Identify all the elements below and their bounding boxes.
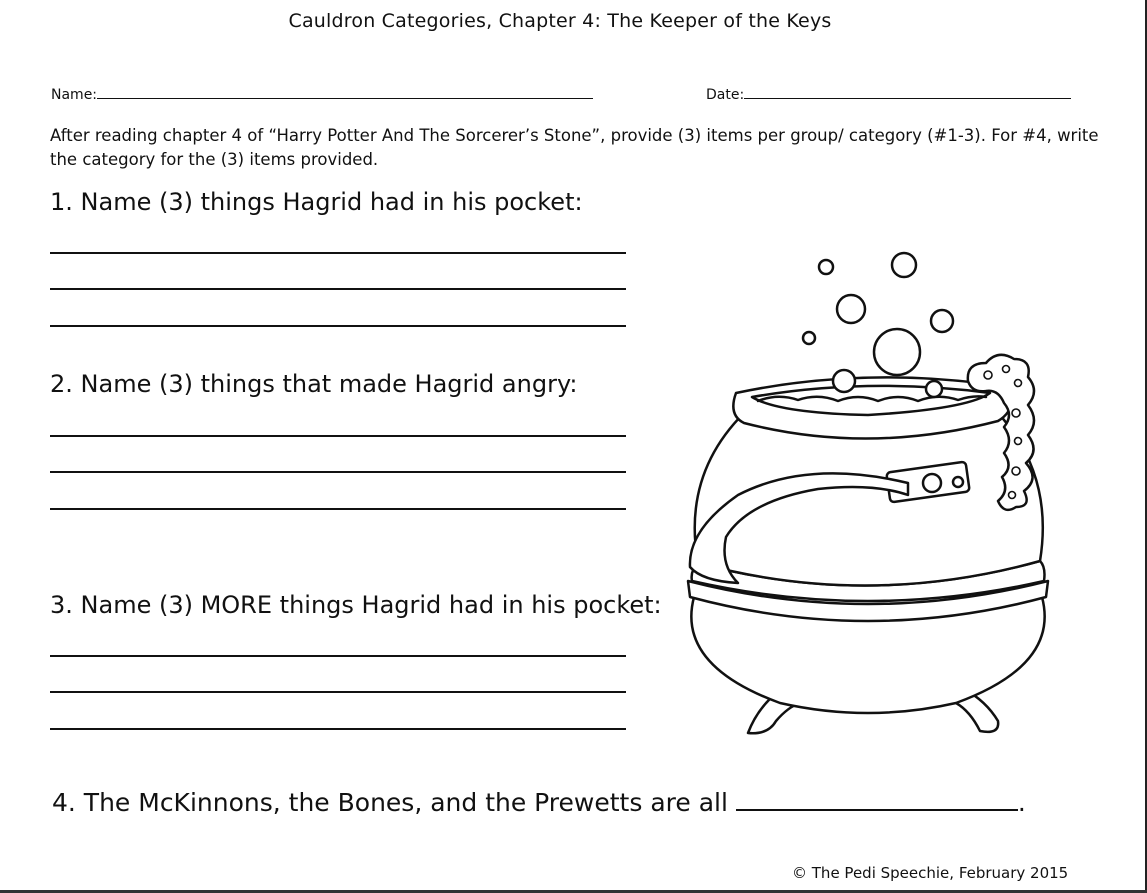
copyright-footer: © The Pedi Speechie, February 2015 (792, 864, 1069, 882)
question-1: 1. Name (3) things Hagrid had in his pocket: (50, 188, 583, 216)
answer-line[interactable] (50, 728, 626, 730)
name-field[interactable] (51, 86, 593, 103)
answer-line[interactable] (50, 508, 626, 510)
name-label: Name: (51, 87, 98, 103)
answer-line[interactable] (50, 655, 626, 657)
instructions: After reading chapter 4 of “Harry Potter And The Sorcerer’s Stone”, provide (3) items per group/ category (#1-3). For #4, write the category for the (3) items provided. (50, 126, 1099, 169)
answer-line[interactable] (50, 288, 626, 290)
answer-line[interactable] (50, 325, 626, 327)
answer-line[interactable] (50, 471, 626, 473)
date-blank-line[interactable] (744, 86, 1071, 99)
worksheet-title: Cauldron Categories, Chapter 4: The Keeper of the Keys (288, 10, 832, 32)
answer-line[interactable] (50, 691, 626, 693)
name-blank-line[interactable] (97, 86, 593, 99)
question-2: 2. Name (3) things that made Hagrid angry: (50, 370, 578, 398)
answer-line[interactable] (50, 252, 626, 254)
date-label: Date: (706, 87, 745, 103)
question-4-blank[interactable] (736, 789, 1018, 811)
question-3: 3. Name (3) MORE things Hagrid had in his pocket: (50, 591, 662, 619)
question-4 (52, 788, 1026, 817)
question-4-period: . (1017, 788, 1026, 817)
question-4-text: 4. The McKinnons, the Bones, and the Prewetts are all (52, 788, 728, 817)
date-field[interactable] (706, 86, 1071, 103)
answer-line[interactable] (50, 435, 626, 437)
cauldron-icon (668, 245, 1068, 745)
